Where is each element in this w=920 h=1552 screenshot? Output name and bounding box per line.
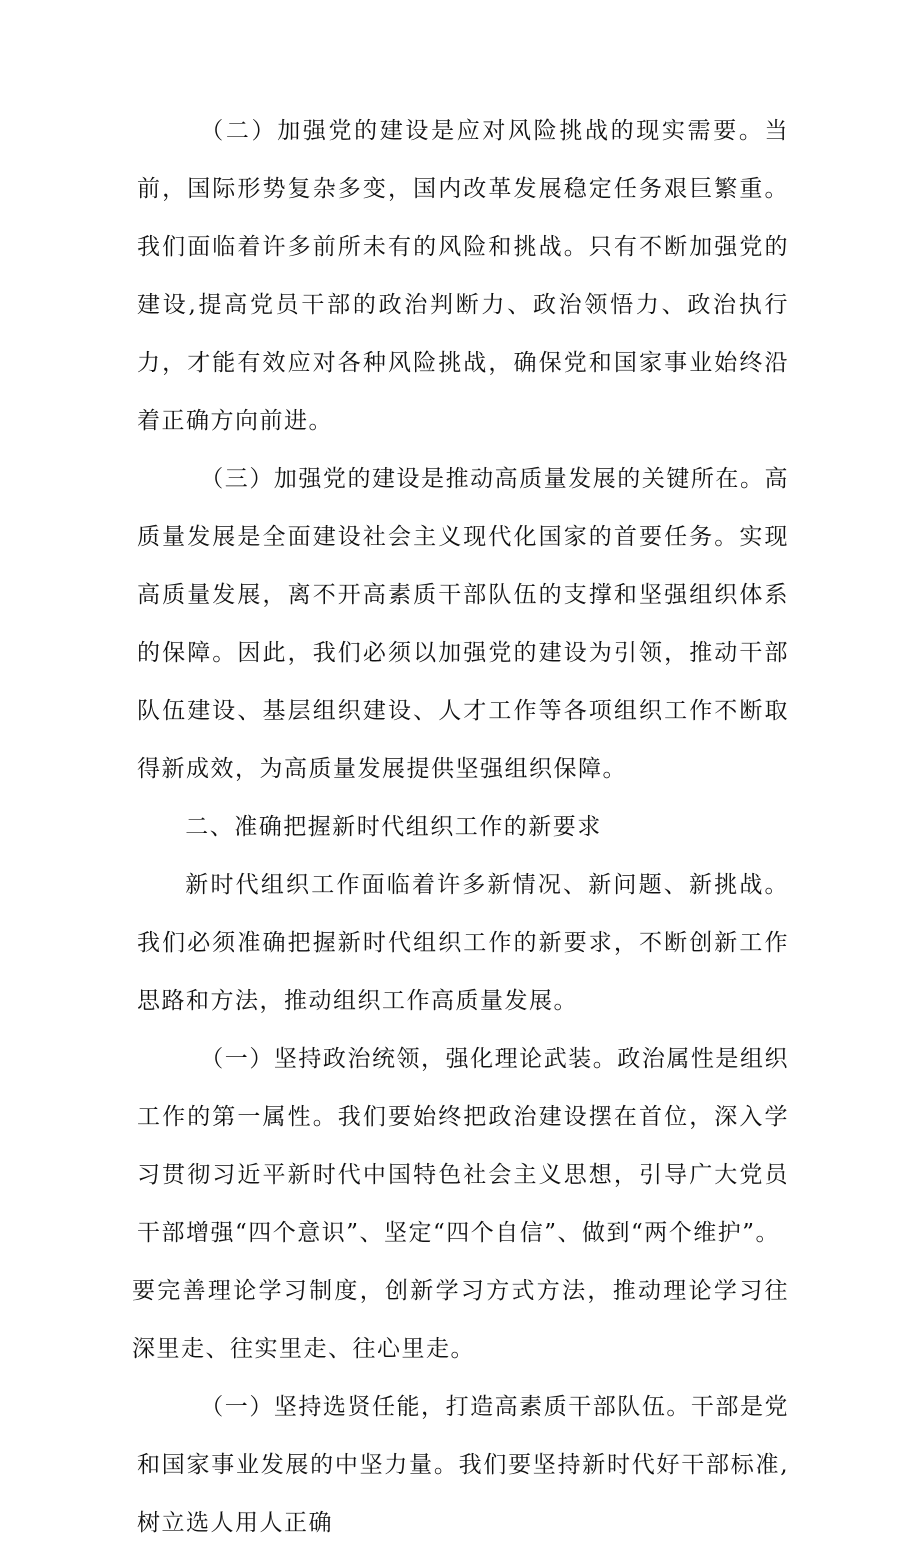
paragraph-political-leadership: （一）坚持政治统领，强化理论武装。政治属性是组织工作的第一属性。我们要始终把政治建设摆在首位，深入学习贯彻习近平新时代中国特色社会主义思想，引导广大党员干部增强“四个意识”、坚定“四个自信”、做到“两个维护”。: [137, 1046, 789, 1246]
paragraph-theory-study: 要完善理论学习制度，创新学习方式方法，推动理论学习往深里走、往实里走、往心里走。: [132, 1278, 789, 1362]
paragraph-select-talent: （一）坚持选贤任能，打造高素质干部队伍。干部是党和国家事业发展的中坚力量。我们要坚持新时代好干部标准,树立选人用人正确: [137, 1394, 789, 1536]
paragraph-2-3: （三）加强党的建设是推动高质量发展的关键所在。高质量发展是全面建设社会主义现代化国家的首要任务。实现高质量发展，离不开高素质干部队伍的支撑和坚强组织体系的保障。因此，我们必须以加强党的建设为引领，推动干部队伍建设、基层组织建设、人才工作等各项组织工作不断取得新成效，为高质量发展提供坚强组织保障。: [137, 466, 789, 782]
document-body: [132, 102, 789, 1552]
section-heading-2: 二、准确把握新时代组织工作的新要求: [185, 814, 602, 840]
paragraph-2-2: （二）加强党的建设是应对风险挑战的现实需要。当前，国际形势复杂多变，国内改革发展稳定任务艰巨繁重。我们面临着许多前所未有的风险和挑战。只有不断加强党的建设,提高党员干部的政治判断力、政治领悟力、政治执行力，才能有效应对各种风险挑战，确保党和国家事业始终沿着正确方向前进。: [137, 118, 789, 434]
section-intro-paragraph: 新时代组织工作面临着许多新情况、新问题、新挑战。我们必须准确把握新时代组织工作的新要求，不断创新工作思路和方法，推动组织工作高质量发展。: [137, 872, 789, 1014]
